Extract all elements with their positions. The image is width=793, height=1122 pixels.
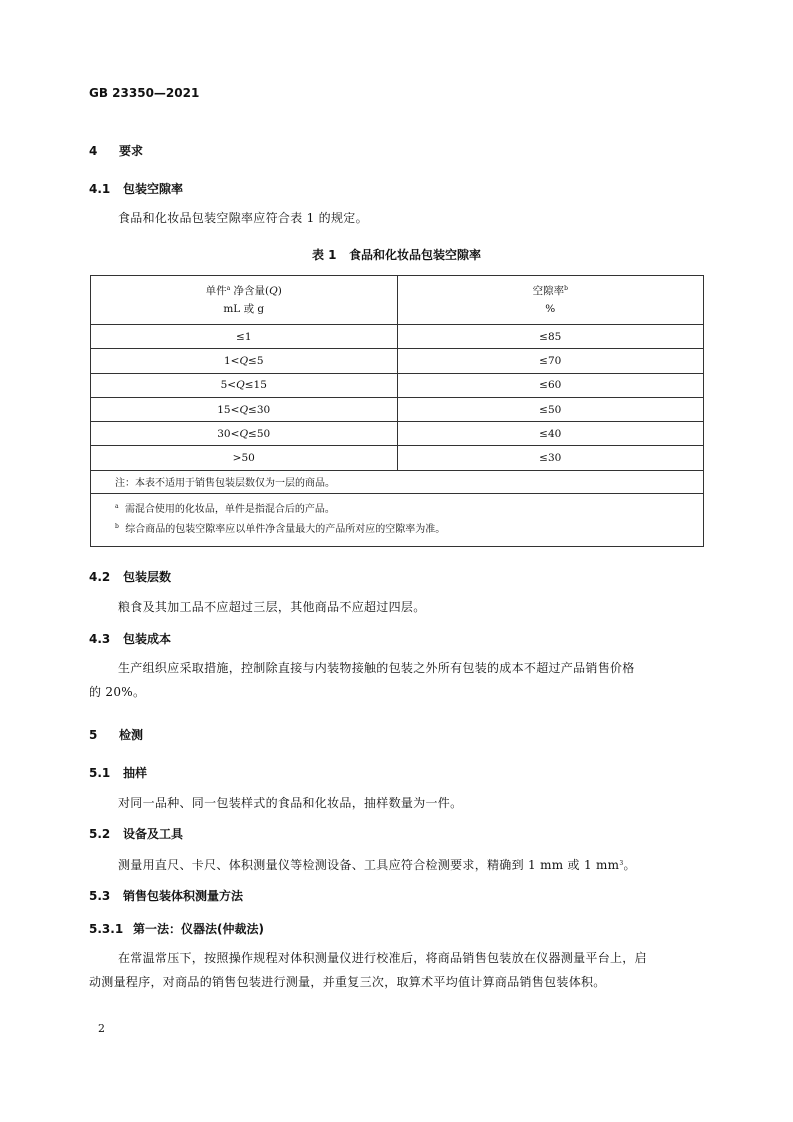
section-title: 销售包装体积测量方法 — [123, 889, 244, 903]
section-4-2-heading — [89, 569, 171, 585]
cell-void-ratio: ≤70 — [397, 349, 704, 373]
cell-net-content: 5<Q≤15 — [91, 373, 398, 397]
cell-net-content: ≤1 — [91, 325, 398, 349]
table-1 — [90, 275, 704, 547]
section-number: 5 — [89, 728, 98, 742]
section-5-heading — [89, 727, 143, 743]
section-4-3-text-line2: 的 20%。 — [89, 685, 146, 699]
section-number: 4.1 — [89, 182, 111, 196]
cell-net-content: >50 — [91, 446, 398, 470]
header-void-ratio-unit: % — [545, 303, 556, 315]
cell-net-content: 30<Q≤50 — [91, 422, 398, 446]
section-number: 5.2 — [89, 827, 111, 841]
cell-void-ratio: ≤30 — [397, 446, 704, 470]
section-title: 包装层数 — [123, 570, 172, 584]
section-number: 4.2 — [89, 570, 111, 584]
table-footnotes-row — [91, 493, 704, 546]
table-footnotes — [91, 493, 704, 546]
section-title: 要求 — [119, 144, 144, 158]
cell-void-ratio: ≤60 — [397, 373, 704, 397]
cell-void-ratio: ≤85 — [397, 325, 704, 349]
section-4-1-heading — [89, 181, 183, 197]
header-net-content-title: 单件$^a$ 净含量(Q) — [205, 285, 282, 297]
table-row — [91, 349, 704, 373]
section-4-heading — [89, 143, 143, 159]
section-4-3-text-line1: 生产组织应采取措施，控制除直接与内装物接触的包装之外所有包装的成本不超过产品销售价格 — [118, 661, 635, 675]
table-row — [91, 446, 704, 470]
section-number: 5.3.1 — [89, 922, 124, 936]
table-row — [91, 422, 704, 446]
section-title: 第一法：仪器法(仲裁法) — [133, 922, 264, 936]
table-row — [91, 373, 704, 397]
footnote-a: $^a$ 需混合使用的化妆品，单件是指混合后的产品。 — [115, 502, 335, 515]
standard-code-header: GB 23350—2021 — [89, 86, 200, 100]
section-4-1-text: 食品和化妆品包装空隙率应符合表 1 的规定。 — [118, 211, 368, 225]
header-void-ratio — [397, 276, 704, 325]
section-number: 4.3 — [89, 632, 111, 646]
section-5-2-heading — [89, 826, 183, 842]
header-net-content — [91, 276, 398, 325]
section-5-3-heading — [89, 888, 243, 904]
cell-void-ratio: ≤40 — [397, 422, 704, 446]
section-5-1-heading — [89, 765, 147, 781]
section-title: 包装成本 — [123, 632, 172, 646]
section-number: 5.1 — [89, 766, 111, 780]
cell-net-content: 1<Q≤5 — [91, 349, 398, 373]
table-row — [91, 397, 704, 421]
cell-void-ratio: ≤50 — [397, 397, 704, 421]
section-number: 5.3 — [89, 889, 111, 903]
section-5-3-1-heading — [89, 921, 264, 937]
section-number: 4 — [89, 144, 98, 158]
header-net-content-unit: mL 或 g — [223, 303, 265, 315]
page-number: 2 — [98, 1022, 105, 1035]
footnote-b: $^b$ 综合商品的包装空隙率应以单件净含量最大的产品所对应的空隙率为准。 — [115, 522, 446, 535]
section-5-3-1-text-line1: 在常温常压下，按照操作规程对体积测量仪进行校准后，将商品销售包装放在仪器测量平台上，启 — [118, 951, 647, 965]
section-5-1-text: 对同一品种、同一包装样式的食品和化妆品，抽样数量为一件。 — [118, 796, 463, 810]
section-5-3-1-text-line2: 动测量程序，对商品的销售包装进行测量，并重复三次，取算术平均值计算商品销售包装体积。 — [89, 975, 606, 989]
section-title: 抽样 — [123, 766, 148, 780]
section-title: 检测 — [119, 728, 144, 742]
cell-net-content: 15<Q≤30 — [91, 397, 398, 421]
table-row — [91, 325, 704, 349]
section-4-3-heading — [89, 631, 171, 647]
section-title: 设备及工具 — [123, 827, 184, 841]
section-5-2-text: 测量用直尺、卡尺、体积测量仪等检测设备、工具应符合检测要求，精确到 1 mm 或 1 $mm^3$。 — [118, 858, 636, 872]
table-1-caption: 表 1 食品和化妆品包装空隙率 — [311, 248, 482, 262]
table-note: 注：本表不适用于销售包装层数仅为一层的商品。 — [91, 470, 704, 493]
header-void-ratio-title: 空隙率$^b$ — [532, 285, 568, 297]
section-4-2-text: 粮食及其加工品不应超过三层，其他商品不应超过四层。 — [118, 600, 426, 614]
table-header-row — [91, 276, 704, 325]
section-title: 包装空隙率 — [123, 182, 184, 196]
table-note-row — [91, 470, 704, 493]
